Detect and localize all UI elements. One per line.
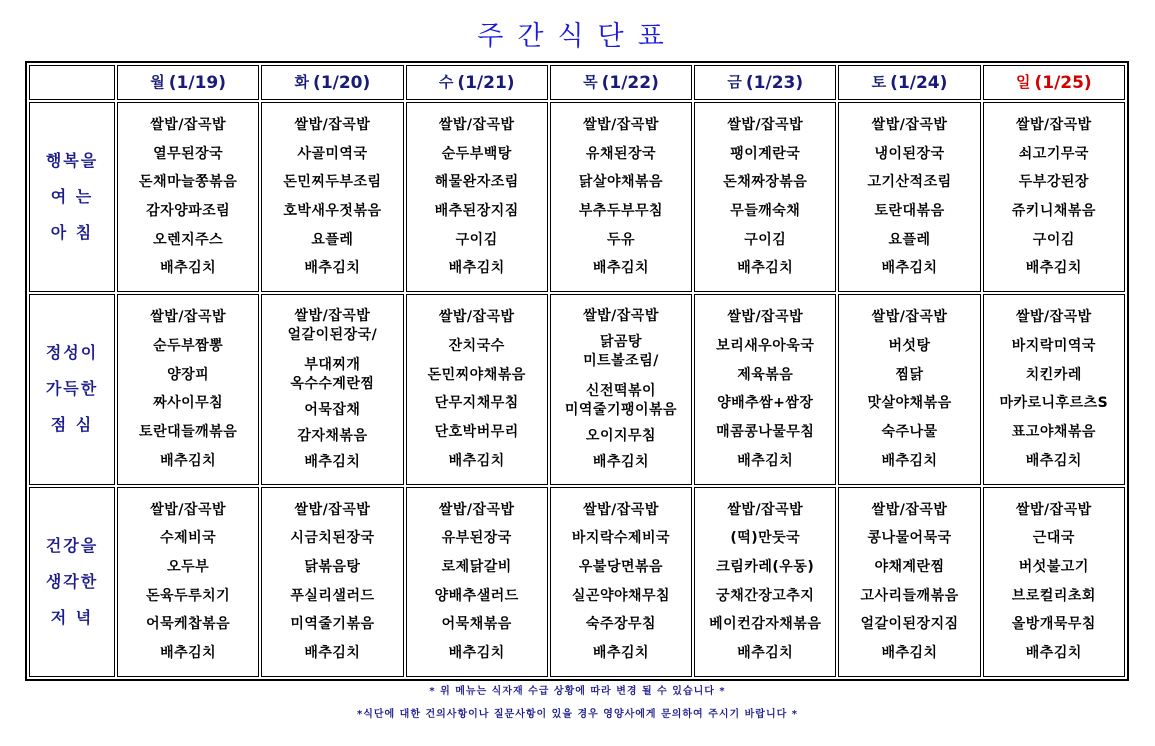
menu-items xyxy=(839,494,979,670)
menu-item: 배추김치 xyxy=(304,453,361,470)
menu-item: 쌀밥/잡곡밥 xyxy=(1015,309,1092,326)
menu-item: 유부된장국 xyxy=(441,530,512,547)
meal-label-line: 생각한 xyxy=(45,571,99,591)
menu-items xyxy=(839,109,979,285)
menu-item: 쌀밥/잡곡밥 xyxy=(1015,116,1092,133)
menu-item: 유채된장국 xyxy=(585,145,657,162)
menu-items xyxy=(407,109,547,285)
menu-cell xyxy=(406,102,548,292)
day-header-wed xyxy=(406,65,548,100)
menu-item: 올방개묵무침 xyxy=(1011,616,1096,633)
menu-item: 야채계란찜 xyxy=(874,558,945,575)
menu-item: 오두부 xyxy=(167,558,210,575)
menu-item: 배추김치 xyxy=(881,452,938,469)
meal-label-line: 아 침 xyxy=(50,223,94,243)
menu-items xyxy=(839,301,979,477)
menu-item: 오이지무침 xyxy=(585,427,657,444)
menu-item: 배추김치 xyxy=(448,645,505,661)
meal-label-line: 정성이 xyxy=(45,343,99,363)
corner-cell xyxy=(29,65,115,100)
menu-items xyxy=(262,301,402,477)
day-header-sat xyxy=(838,65,980,100)
day-header-thu xyxy=(550,65,692,100)
menu-item: 쌀밥/잡곡밥 xyxy=(871,309,948,326)
menu-cell xyxy=(406,294,548,484)
menu-item: 배추김치 xyxy=(160,452,217,469)
menu-cell xyxy=(406,487,548,677)
menu-items xyxy=(262,109,402,285)
menu-items xyxy=(551,494,691,670)
menu-cell xyxy=(694,487,836,677)
day-header-mon xyxy=(117,65,259,100)
menu-cell xyxy=(117,102,259,292)
menu-item: 배추김치 xyxy=(304,260,361,277)
menu-item: 어묵채볶음 xyxy=(441,616,512,633)
menu-item: 순두부백탕 xyxy=(441,145,512,162)
menu-item: 숙주나물 xyxy=(881,423,938,440)
day-label: (1/24) xyxy=(890,73,948,94)
menu-item: 쌀밥/잡곡밥 xyxy=(150,309,226,326)
menu-cell xyxy=(261,102,403,292)
menu-item: 토란대볶음 xyxy=(874,202,945,219)
menu-item: 로제닭갈비 xyxy=(441,558,512,575)
menu-item: 배추김치 xyxy=(592,260,650,277)
menu-items xyxy=(407,301,547,477)
notice-menu-change: * 위 메뉴는 식자재 수급 상황에 따라 변경 될 수 있습니다 * xyxy=(429,686,726,697)
menu-item: 배추김치 xyxy=(1025,645,1082,661)
menu-item: 미역줄기팽이볶음 xyxy=(564,401,678,418)
menu-items xyxy=(551,109,691,285)
menu-item: 쌀밥/잡곡밥 xyxy=(150,116,226,133)
day-label: (1/21) xyxy=(457,73,515,94)
day-header-fri xyxy=(694,65,836,100)
menu-items xyxy=(551,301,691,477)
menu-item: 쥬키니채볶음 xyxy=(1011,202,1096,219)
menu-item: 버섯불고기 xyxy=(1018,558,1089,575)
menu-item: 배추김치 xyxy=(448,452,505,469)
menu-item: 부추두부무침 xyxy=(578,202,664,219)
menu-cell xyxy=(550,102,692,292)
menu-item: 맛살야채볶음 xyxy=(867,395,952,412)
menu-item: 양배추샐러드 xyxy=(434,587,519,604)
menu-items xyxy=(695,494,835,670)
menu-item: 양배추쌈+쌈장 xyxy=(717,395,814,412)
menu-item: 순두부짬뽕 xyxy=(153,337,224,354)
menu-item: 브로컬리초회 xyxy=(1011,587,1096,604)
menu-item: 미역줄기볶음 xyxy=(290,616,375,633)
day-header-tue xyxy=(261,65,403,100)
meal-row-breakfast xyxy=(29,102,1125,292)
menu-item: 쌀밥/잡곡밥 xyxy=(583,501,659,518)
menu-item: 잔치국수 xyxy=(448,337,505,354)
menu-item: 배추김치 xyxy=(881,645,938,661)
menu-item: 쌀밥/잡곡밥 xyxy=(727,501,804,518)
menu-item: 실곤약야채무침 xyxy=(571,587,671,604)
menu-item: 콩나물어묵국 xyxy=(867,530,952,547)
day-icon: 화 xyxy=(294,73,310,92)
menu-item: 사골미역국 xyxy=(297,145,368,162)
menu-cell xyxy=(983,487,1125,677)
menu-items xyxy=(984,109,1124,285)
menu-item: 푸실리샐러드 xyxy=(290,587,375,604)
meal-label-line: 건강을 xyxy=(45,535,99,555)
menu-cell xyxy=(550,487,692,677)
menu-item: 치킨카레 xyxy=(1025,366,1082,383)
meal-label-line: 여 는 xyxy=(50,187,94,207)
menu-item: 표고야채볶음 xyxy=(1011,423,1096,440)
menu-cell xyxy=(694,294,836,484)
day-label: (1/20) xyxy=(313,73,371,94)
meal-label-lunch xyxy=(29,294,115,484)
menu-item: 쌀밥/잡곡밥 xyxy=(727,116,804,133)
menu-item: 두유 xyxy=(606,231,636,248)
menu-item: 미트볼조림/ 신전떡볶이 xyxy=(583,352,659,399)
menu-item: 팽이계란국 xyxy=(730,145,801,162)
menu-items xyxy=(695,109,835,285)
menu-item: 바지락미역국 xyxy=(1011,337,1096,354)
day-icon: 금 xyxy=(727,73,742,92)
menu-item: 쌀밥/잡곡밥 xyxy=(583,307,659,324)
menu-item: 배추된장지짐 xyxy=(434,202,519,219)
menu-item: 마카로니후르츠S xyxy=(999,395,1109,412)
menu-cell xyxy=(838,102,980,292)
day-icon: 일 xyxy=(1015,73,1031,92)
menu-item: 수제비국 xyxy=(160,530,217,547)
meal-label-line: 행복을 xyxy=(45,151,99,171)
notice-contact-dietitian: *식단에 대한 건의사항이나 질문사항이 있을 경우 영양사에게 문의하여 주시기 바랍니다 * xyxy=(356,709,799,720)
menu-item: 숙주장무침 xyxy=(585,616,657,633)
menu-item: 배추김치 xyxy=(592,645,650,661)
menu-item: 단무지채무침 xyxy=(434,395,519,412)
menu-item: 감자채볶음 xyxy=(297,427,368,444)
menu-item: 얼갈이된장지짐 xyxy=(860,616,959,633)
menu-item: 매콤콩나물무침 xyxy=(716,423,815,440)
menu-item: 찜닭 xyxy=(895,366,924,383)
menu-item: 쌀밥/잡곡밥 xyxy=(438,501,515,518)
menu-item: 돈민찌야채볶음 xyxy=(427,366,526,383)
menu-item: 배추김치 xyxy=(737,260,794,277)
menu-items xyxy=(118,301,258,477)
menu-item: 배추김치 xyxy=(737,452,794,469)
menu-item: 바지락수제비국 xyxy=(571,530,671,547)
day-label: (1/23) xyxy=(745,73,804,94)
menu-item: 쇠고기무국 xyxy=(1018,145,1089,162)
meal-label-line: 점 심 xyxy=(50,415,94,435)
menu-item: 고사리들깨볶음 xyxy=(860,587,959,604)
menu-cell xyxy=(694,102,836,292)
header-row xyxy=(29,65,1125,100)
menu-item: 토란대들깨볶음 xyxy=(139,423,238,440)
menu-item: 쌀밥/잡곡밥 xyxy=(294,116,371,133)
menu-item: 요플레 xyxy=(311,231,354,248)
menu-items xyxy=(407,494,547,670)
menu-item: 두부강된장 xyxy=(1018,174,1089,191)
menu-item: 배추김치 xyxy=(881,260,938,277)
meal-row-dinner xyxy=(29,487,1125,677)
menu-item: 어묵잡채 xyxy=(304,401,361,418)
menu-cell xyxy=(117,487,259,677)
menu-item: 돈민찌두부조림 xyxy=(283,174,382,191)
day-icon: 목 xyxy=(583,73,598,92)
menu-item: 쌀밥/잡곡밥 xyxy=(727,309,804,326)
menu-item: 궁채간장고추지 xyxy=(716,587,815,604)
menu-item: 보리새우아욱국 xyxy=(716,337,815,354)
menu-item: 쌀밥/잡곡밥 xyxy=(583,116,659,133)
menu-cell xyxy=(983,294,1125,484)
menu-item: 버섯탕 xyxy=(888,337,931,354)
menu-item: 구이김 xyxy=(1032,231,1075,248)
menu-item: 배추김치 xyxy=(448,260,505,277)
menu-items xyxy=(118,109,258,285)
day-label: (1/19) xyxy=(168,73,226,94)
menu-items xyxy=(262,494,402,670)
menu-item: 단호박버무리 xyxy=(434,423,519,440)
menu-item: 우불당면볶음 xyxy=(578,558,664,575)
menu-item: 호박새우젓볶음 xyxy=(283,202,382,219)
day-label: (1/22) xyxy=(601,73,659,94)
meal-row-lunch xyxy=(29,294,1125,484)
menu-item: 돈채마늘쫑볶음 xyxy=(139,174,238,191)
menu-cell xyxy=(117,294,259,484)
menu-item: 감자양파조림 xyxy=(146,202,231,219)
page-title: 주간식단표 xyxy=(477,21,678,52)
menu-item: 옥수수계란찜 xyxy=(290,375,375,392)
menu-item: 배추김치 xyxy=(592,453,650,470)
day-icon: 토 xyxy=(871,73,887,92)
day-icon: 수 xyxy=(438,73,454,92)
menu-item: 돈육두루치기 xyxy=(146,587,231,604)
menu-item: 열무된장국 xyxy=(153,145,224,162)
menu-item: 고기산적조림 xyxy=(867,174,952,191)
menu-item: 근대국 xyxy=(1032,530,1075,547)
menu-item: 쌀밥/잡곡밥 xyxy=(438,309,515,326)
menu-cell xyxy=(838,294,980,484)
day-label: (1/25) xyxy=(1034,73,1092,94)
menu-item: 오렌지주스 xyxy=(153,231,224,248)
menu-item: 구이김 xyxy=(744,231,787,248)
menu-item: 쌀밥/잡곡밥 xyxy=(294,307,371,324)
menu-item: 배추김치 xyxy=(1025,452,1082,469)
menu-item: 쌀밥/잡곡밥 xyxy=(150,501,226,518)
menu-item: 닭볶음탕 xyxy=(304,558,361,575)
meal-label-dinner xyxy=(29,487,115,677)
menu-item: 구이김 xyxy=(455,231,498,248)
menu-item: 크림카레(우동) xyxy=(716,558,815,575)
menu-item: 배추김치 xyxy=(160,260,217,277)
menu-item: 양장피 xyxy=(167,366,210,383)
menu-item: 쌀밥/잡곡밥 xyxy=(294,501,371,518)
menu-item: 닭살야채볶음 xyxy=(578,174,664,191)
menu-item: 쌀밥/잡곡밥 xyxy=(871,116,948,133)
menu-item: (떡)만둣국 xyxy=(730,530,801,547)
day-header-sun xyxy=(983,65,1125,100)
menu-item: 쌀밥/잡곡밥 xyxy=(871,501,948,518)
menu-item: 베이컨감자채볶음 xyxy=(709,616,822,633)
menu-cell xyxy=(550,294,692,484)
meal-label-line: 저 녁 xyxy=(50,607,94,627)
menu-item: 냉이된장국 xyxy=(874,145,945,162)
menu-item: 짜사이무침 xyxy=(153,395,224,412)
menu-items xyxy=(118,494,258,670)
menu-item: 얼갈이된장국/ 부대찌개 xyxy=(287,326,378,373)
menu-item: 배추김치 xyxy=(304,645,361,661)
menu-item: 어묵케찹볶음 xyxy=(146,616,231,633)
menu-item: 쌀밥/잡곡밥 xyxy=(438,116,515,133)
menu-item: 해물완자조림 xyxy=(434,174,519,191)
menu-item: 시금치된장국 xyxy=(290,530,375,547)
meal-label-line: 가득한 xyxy=(45,379,99,399)
menu-item: 제육볶음 xyxy=(737,366,794,383)
menu-item: 닭곰탕 xyxy=(599,333,643,350)
meal-label-breakfast xyxy=(29,102,115,292)
menu-item: 무들깨숙채 xyxy=(730,202,801,219)
menu-items xyxy=(984,301,1124,477)
menu-item: 배추김치 xyxy=(1025,260,1082,277)
menu-cell xyxy=(838,487,980,677)
menu-items xyxy=(695,301,835,477)
menu-item: 배추김치 xyxy=(160,645,217,661)
menu-cell xyxy=(983,102,1125,292)
menu-cell xyxy=(261,487,403,677)
menu-item: 돈채짜장볶음 xyxy=(723,174,808,191)
weekly-menu-table xyxy=(25,61,1129,681)
menu-item: 쌀밥/잡곡밥 xyxy=(1015,501,1092,518)
menu-items xyxy=(984,494,1124,670)
menu-cell xyxy=(261,294,403,484)
menu-item: 요플레 xyxy=(888,231,931,248)
day-icon: 월 xyxy=(150,73,165,92)
menu-item: 배추김치 xyxy=(737,645,794,661)
